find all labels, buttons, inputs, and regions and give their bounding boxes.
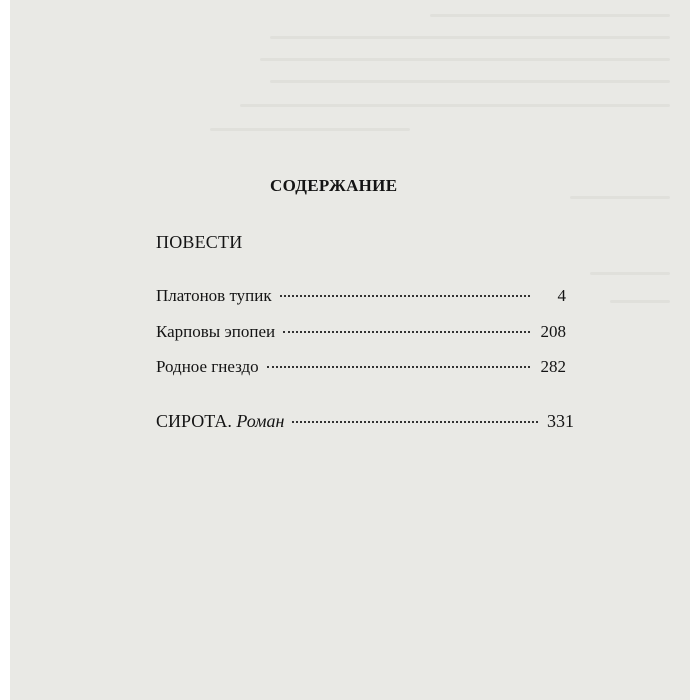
toc-entry-page: 282 <box>540 357 566 376</box>
dot-leader <box>283 331 530 333</box>
toc-entry-page: 4 <box>557 286 566 305</box>
dot-leader <box>292 421 538 423</box>
toc-entry <box>156 322 566 342</box>
toc-heading: СОДЕРЖАНИЕ <box>270 176 398 195</box>
dot-leader <box>280 295 530 297</box>
toc-entry <box>156 357 566 377</box>
toc-entry-title: Карповы эпопеи <box>156 322 276 341</box>
toc-entry-page: 208 <box>540 322 566 341</box>
book-page <box>10 0 690 700</box>
toc-entry-title: Родное гнездо <box>156 357 259 376</box>
toc-novel-title: СИРОТА. <box>156 411 232 431</box>
toc-entry-title: Платонов тупик <box>156 286 272 305</box>
toc-novel-title-wrap <box>156 411 284 432</box>
section-label: ПОВЕСТИ <box>156 232 243 252</box>
dot-leader <box>267 366 530 368</box>
toc-entry <box>156 286 566 306</box>
toc-novel-page: 331 <box>547 411 574 431</box>
table-of-contents <box>10 0 690 700</box>
toc-novel-entry <box>156 411 574 432</box>
toc-novel-genre: Роман <box>236 411 285 431</box>
